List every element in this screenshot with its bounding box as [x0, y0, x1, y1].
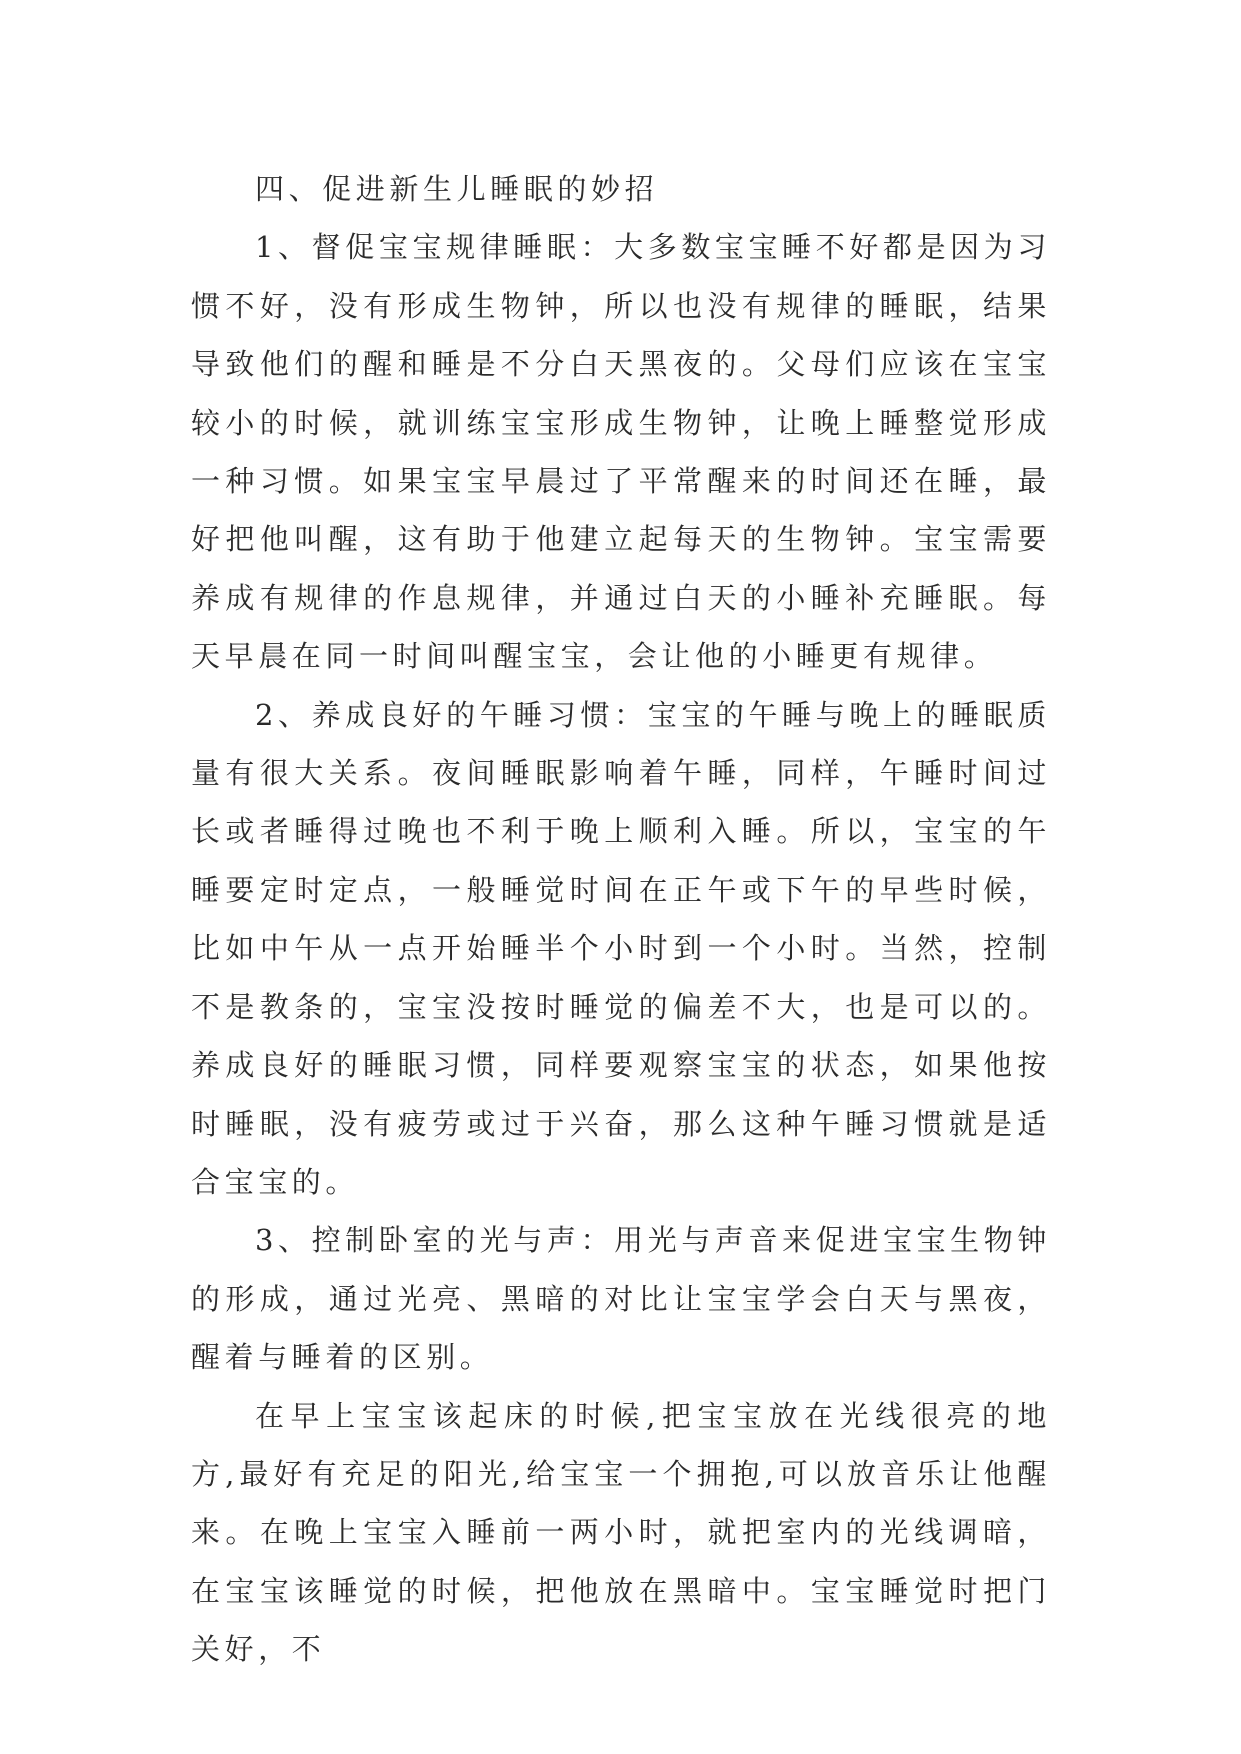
- paragraph-light-sound: 3、控制卧室的光与声：用光与声音来促进宝宝生物钟的形成，通过光亮、黑暗的对比让宝宝学会白天与黑夜，醒着与睡着的区别。: [191, 1223, 1051, 1375]
- paragraph-morning-evening: 在早上宝宝该起床的时候,把宝宝放在光线很亮的地方,最好有充足的阳光,给宝宝一个拥抱,可以放音乐让他醒来。在晚上宝宝入睡前一两小时，就把室内的光线调暗，在宝宝该睡觉的时候，把他放在黑暗中。宝宝睡觉时把门关好，不: [191, 1398, 1051, 1667]
- paragraph-nap-habit: 2、养成良好的午睡习惯：宝宝的午睡与晚上的睡眠质量有很大关系。夜间睡眠影响着午睡，同样，午睡时间过长或者睡得过晚也不利于晚上顺利入睡。所以，宝宝的午睡要定时定点，一般睡觉时间在正午或下午的早些时候，比如中午从一点开始睡半个小时到一个小时。当然，控制不是教条的，宝宝没按时睡觉的偏差不大，也是可以的。养成良好的睡眠习惯，同样要观察宝宝的状态，如果他按时睡眠，没有疲劳或过于兴奋，那么这种午睡习惯就是适合宝宝的。: [191, 697, 1051, 1199]
- paragraph-regular-sleep: 1、督促宝宝规律睡眠：大多数宝宝睡不好都是因为习惯不好，没有形成生物钟，所以也没有规律的睡眠，结果导致他们的醒和睡是不分白天黑夜的。父母们应该在宝宝较小的时候，就训练宝宝形成生物钟，让晚上睡整觉形成一种习惯。如果宝宝早晨过了平常醒来的时间还在睡，最好把他叫醒，这有助于他建立起每天的生物钟。宝宝需要养成有规律的作息规律，并通过白天的小睡补充睡眠。每天早晨在同一时间叫醒宝宝，会让他的小睡更有规律。: [191, 230, 1051, 674]
- document-body: [191, 160, 1051, 1679]
- section-heading: 四、促进新生儿睡眠的妙招: [255, 172, 659, 206]
